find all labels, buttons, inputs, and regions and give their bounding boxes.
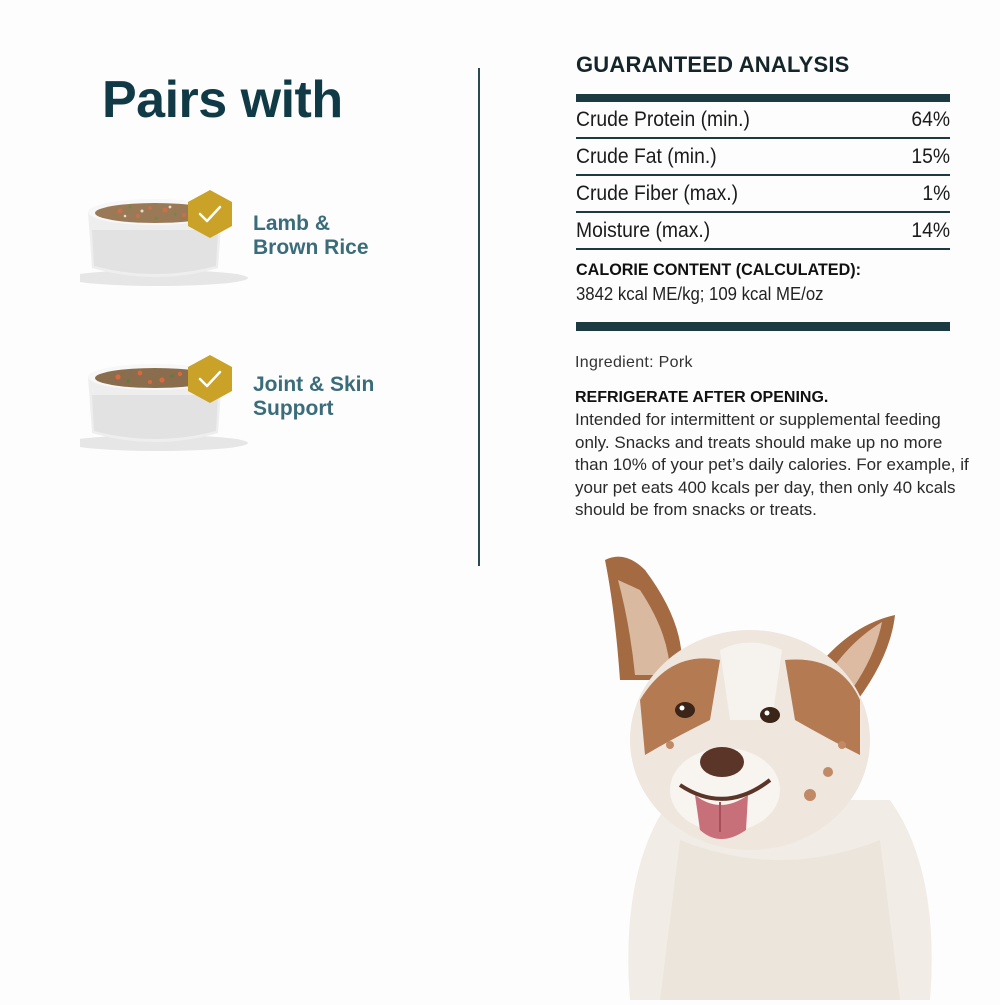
analysis-row-moisture — [576, 213, 950, 250]
dog-photo — [560, 540, 1000, 1000]
feeding-note: Intended for intermittent or supplemental feeding only. Snacks and treats should make up no more than 10% of your pet’s daily calories. For example, if your pet eats 400 kcals per day, then only 40 kcals should be from snacks or treats. — [575, 410, 969, 519]
vertical-divider — [478, 68, 480, 566]
analysis-bottom-rule — [576, 322, 950, 331]
analysis-row-protein — [576, 102, 950, 139]
pairs-with-title: Pairs with — [102, 71, 343, 129]
nutrient-value: 1% — [922, 181, 950, 205]
pair-item-lamb-brown-rice[interactable] — [50, 180, 450, 330]
pair-label: Joint & Skin Support — [253, 373, 375, 420]
ingredient-text: Ingredient: Pork — [575, 354, 693, 371]
analysis-row-fiber — [576, 176, 950, 213]
calorie-content-title: CALORIE CONTENT (CALCULATED): — [576, 260, 861, 279]
nutrient-value: 64% — [911, 107, 950, 131]
refrigerate-notice: REFRIGERATE AFTER OPENING. — [575, 389, 829, 406]
check-badge-icon — [186, 188, 234, 240]
nutrient-value: 14% — [911, 218, 950, 242]
analysis-row-fat — [576, 139, 950, 176]
calorie-content — [576, 250, 950, 318]
nutrient-name: Crude Protein (min.) — [576, 107, 750, 131]
nutrient-name: Moisture (max.) — [576, 218, 711, 242]
guaranteed-analysis-panel — [576, 52, 950, 331]
pair-item-joint-skin-support[interactable] — [50, 345, 450, 495]
nutrient-value: 15% — [911, 144, 950, 168]
nutrient-name: Crude Fiber (max.) — [576, 181, 739, 205]
analysis-top-rule — [576, 94, 950, 102]
guaranteed-analysis-title: GUARANTEED ANALYSIS — [576, 52, 850, 77]
calorie-content-value: 3842 kcal ME/kg; 109 kcal ME/oz — [576, 284, 824, 304]
check-badge-icon — [186, 353, 234, 405]
nutrient-name: Crude Fat (min.) — [576, 144, 717, 168]
pair-label: Lamb & Brown Rice — [253, 212, 369, 259]
